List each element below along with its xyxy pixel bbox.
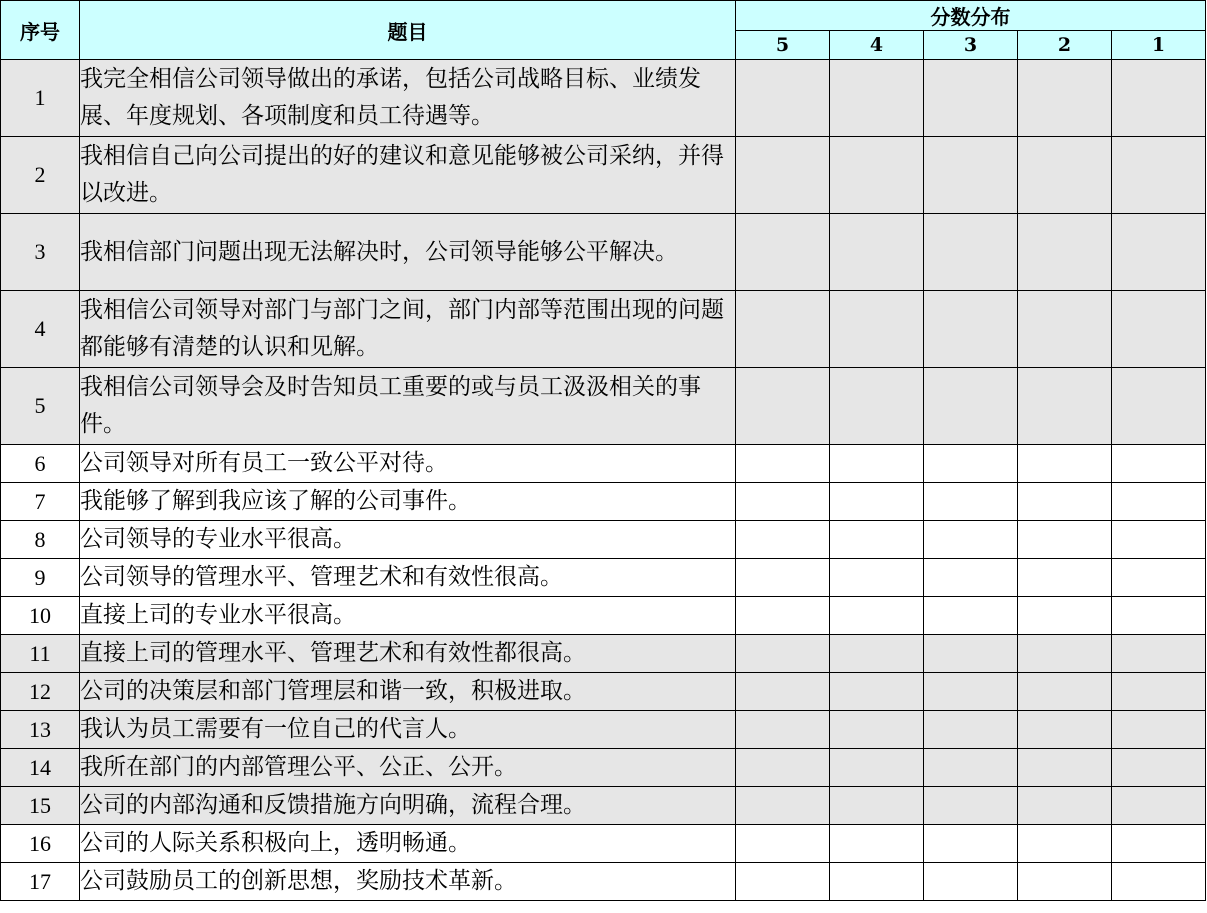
row-number: 11 bbox=[1, 635, 80, 673]
score-cell-3[interactable] bbox=[924, 445, 1018, 483]
table-row bbox=[1, 60, 1206, 137]
number-column-header: 序号 bbox=[1, 1, 80, 60]
score-cell-4[interactable] bbox=[830, 673, 924, 711]
score-cell-1[interactable] bbox=[1112, 673, 1206, 711]
score-cell-5[interactable] bbox=[736, 749, 830, 787]
score-cell-2[interactable] bbox=[1018, 673, 1112, 711]
row-number: 1 bbox=[1, 60, 80, 137]
question-text: 我完全相信公司领导做出的承诺，包括公司战略目标、业绩发展、年度规划、各项制度和员工待遇等。 bbox=[80, 60, 736, 137]
score-header-4: 4 bbox=[830, 31, 924, 60]
question-text: 我相信公司领导对部门与部门之间，部门内部等范围出现的问题都能够有清楚的认识和见解。 bbox=[80, 291, 736, 368]
question-text: 我认为员工需要有一位自己的代言人。 bbox=[80, 711, 736, 749]
table-row bbox=[1, 214, 1206, 291]
table-header bbox=[1, 1, 1206, 60]
score-cell-5[interactable] bbox=[736, 137, 830, 214]
score-cell-3[interactable] bbox=[924, 483, 1018, 521]
score-cell-5[interactable] bbox=[736, 60, 830, 137]
score-cell-4[interactable] bbox=[830, 711, 924, 749]
score-cell-5[interactable] bbox=[736, 483, 830, 521]
table-row bbox=[1, 825, 1206, 863]
question-text: 公司领导的专业水平很高。 bbox=[80, 521, 736, 559]
row-number: 5 bbox=[1, 368, 80, 445]
score-cell-3[interactable] bbox=[924, 137, 1018, 214]
score-cell-2[interactable] bbox=[1018, 787, 1112, 825]
score-cell-2[interactable] bbox=[1018, 863, 1112, 901]
score-cell-1[interactable] bbox=[1112, 597, 1206, 635]
row-number: 15 bbox=[1, 787, 80, 825]
score-header-2: 2 bbox=[1018, 31, 1112, 60]
score-cell-1[interactable] bbox=[1112, 521, 1206, 559]
score-cell-3[interactable] bbox=[924, 559, 1018, 597]
table-row bbox=[1, 863, 1206, 901]
score-cell-2[interactable] bbox=[1018, 597, 1112, 635]
row-number: 14 bbox=[1, 749, 80, 787]
score-cell-4[interactable] bbox=[830, 635, 924, 673]
score-cell-4[interactable] bbox=[830, 597, 924, 635]
table-row bbox=[1, 787, 1206, 825]
score-cell-5[interactable] bbox=[736, 521, 830, 559]
row-number: 2 bbox=[1, 137, 80, 214]
score-cell-3[interactable] bbox=[924, 635, 1018, 673]
score-cell-2[interactable] bbox=[1018, 749, 1112, 787]
score-cell-4[interactable] bbox=[830, 483, 924, 521]
table-row bbox=[1, 559, 1206, 597]
score-cell-4[interactable] bbox=[830, 559, 924, 597]
row-number: 6 bbox=[1, 445, 80, 483]
score-cell-5[interactable] bbox=[736, 559, 830, 597]
score-cell-2[interactable] bbox=[1018, 825, 1112, 863]
table-row bbox=[1, 711, 1206, 749]
score-cell-1[interactable] bbox=[1112, 825, 1206, 863]
question-text: 直接上司的专业水平很高。 bbox=[80, 597, 736, 635]
score-cell-5[interactable] bbox=[736, 368, 830, 445]
score-cell-5[interactable] bbox=[736, 673, 830, 711]
score-cell-5[interactable] bbox=[736, 214, 830, 291]
table-row bbox=[1, 368, 1206, 445]
table-row bbox=[1, 749, 1206, 787]
row-number: 10 bbox=[1, 597, 80, 635]
table-row bbox=[1, 445, 1206, 483]
score-cell-4[interactable] bbox=[830, 137, 924, 214]
score-cell-3[interactable] bbox=[924, 214, 1018, 291]
row-number: 3 bbox=[1, 214, 80, 291]
score-cell-1[interactable] bbox=[1112, 749, 1206, 787]
score-cell-2[interactable] bbox=[1018, 368, 1112, 445]
score-cell-5[interactable] bbox=[736, 787, 830, 825]
score-cell-1[interactable] bbox=[1112, 137, 1206, 214]
question-text: 我相信自己向公司提出的好的建议和意见能够被公司采纳，并得以改进。 bbox=[80, 137, 736, 214]
question-column-header: 题目 bbox=[80, 1, 736, 60]
score-cell-4[interactable] bbox=[830, 863, 924, 901]
score-cell-4[interactable] bbox=[830, 60, 924, 137]
score-cell-3[interactable] bbox=[924, 863, 1018, 901]
score-cell-4[interactable] bbox=[830, 214, 924, 291]
score-cell-3[interactable] bbox=[924, 60, 1018, 137]
score-cell-2[interactable] bbox=[1018, 635, 1112, 673]
score-cell-1[interactable] bbox=[1112, 635, 1206, 673]
question-text: 我相信部门问题出现无法解决时，公司领导能够公平解决。 bbox=[80, 214, 736, 291]
score-cell-3[interactable] bbox=[924, 521, 1018, 559]
score-cell-1[interactable] bbox=[1112, 787, 1206, 825]
score-cell-3[interactable] bbox=[924, 597, 1018, 635]
score-cell-1[interactable] bbox=[1112, 445, 1206, 483]
score-cell-4[interactable] bbox=[830, 749, 924, 787]
question-text: 我能够了解到我应该了解的公司事件。 bbox=[80, 483, 736, 521]
score-cell-2[interactable] bbox=[1018, 214, 1112, 291]
table-row bbox=[1, 483, 1206, 521]
score-header-5: 5 bbox=[736, 31, 830, 60]
score-cell-1[interactable] bbox=[1112, 711, 1206, 749]
question-text: 公司的决策层和部门管理层和谐一致，积极进取。 bbox=[80, 673, 736, 711]
row-number: 8 bbox=[1, 521, 80, 559]
score-cell-2[interactable] bbox=[1018, 60, 1112, 137]
score-cell-4[interactable] bbox=[830, 521, 924, 559]
row-number: 9 bbox=[1, 559, 80, 597]
question-text: 我相信公司领导会及时告知员工重要的或与员工汲汲相关的事件。 bbox=[80, 368, 736, 445]
score-cell-4[interactable] bbox=[830, 445, 924, 483]
score-cell-2[interactable] bbox=[1018, 521, 1112, 559]
score-cell-3[interactable] bbox=[924, 673, 1018, 711]
score-cell-4[interactable] bbox=[830, 368, 924, 445]
score-cell-5[interactable] bbox=[736, 635, 830, 673]
score-cell-1[interactable] bbox=[1112, 368, 1206, 445]
score-cell-1[interactable] bbox=[1112, 60, 1206, 137]
question-text: 公司的内部沟通和反馈措施方向明确，流程合理。 bbox=[80, 787, 736, 825]
score-cell-2[interactable] bbox=[1018, 291, 1112, 368]
question-text: 公司的人际关系积极向上，透明畅通。 bbox=[80, 825, 736, 863]
score-header-1: 1 bbox=[1112, 31, 1206, 60]
table-row bbox=[1, 291, 1206, 368]
score-cell-5[interactable] bbox=[736, 863, 830, 901]
score-header-3: 3 bbox=[924, 31, 1018, 60]
row-number: 4 bbox=[1, 291, 80, 368]
score-cell-2[interactable] bbox=[1018, 559, 1112, 597]
score-cell-2[interactable] bbox=[1018, 137, 1112, 214]
score-cell-3[interactable] bbox=[924, 291, 1018, 368]
question-text: 公司领导的管理水平、管理艺术和有效性很高。 bbox=[80, 559, 736, 597]
score-cell-3[interactable] bbox=[924, 787, 1018, 825]
table-row bbox=[1, 521, 1206, 559]
score-group-header: 分数分布 bbox=[736, 1, 1206, 31]
row-number: 16 bbox=[1, 825, 80, 863]
score-cell-3[interactable] bbox=[924, 749, 1018, 787]
score-cell-1[interactable] bbox=[1112, 559, 1206, 597]
score-cell-1[interactable] bbox=[1112, 863, 1206, 901]
table-row bbox=[1, 673, 1206, 711]
score-cell-4[interactable] bbox=[830, 825, 924, 863]
score-cell-1[interactable] bbox=[1112, 483, 1206, 521]
score-cell-5[interactable] bbox=[736, 291, 830, 368]
row-number: 7 bbox=[1, 483, 80, 521]
table-row bbox=[1, 597, 1206, 635]
score-cell-5[interactable] bbox=[736, 597, 830, 635]
table-row bbox=[1, 635, 1206, 673]
score-cell-4[interactable] bbox=[830, 291, 924, 368]
score-cell-2[interactable] bbox=[1018, 711, 1112, 749]
score-cell-1[interactable] bbox=[1112, 291, 1206, 368]
score-cell-5[interactable] bbox=[736, 825, 830, 863]
question-text: 我所在部门的内部管理公平、公正、公开。 bbox=[80, 749, 736, 787]
row-number: 13 bbox=[1, 711, 80, 749]
row-number: 12 bbox=[1, 673, 80, 711]
score-cell-5[interactable] bbox=[736, 445, 830, 483]
score-cell-3[interactable] bbox=[924, 711, 1018, 749]
score-cell-2[interactable] bbox=[1018, 483, 1112, 521]
table-row bbox=[1, 137, 1206, 214]
question-text: 直接上司的管理水平、管理艺术和有效性都很高。 bbox=[80, 635, 736, 673]
table-body bbox=[1, 60, 1206, 901]
score-cell-2[interactable] bbox=[1018, 445, 1112, 483]
score-cell-3[interactable] bbox=[924, 825, 1018, 863]
score-cell-1[interactable] bbox=[1112, 214, 1206, 291]
score-cell-4[interactable] bbox=[830, 787, 924, 825]
score-cell-3[interactable] bbox=[924, 368, 1018, 445]
score-cell-5[interactable] bbox=[736, 711, 830, 749]
question-text: 公司鼓励员工的创新思想，奖励技术革新。 bbox=[80, 863, 736, 901]
row-number: 17 bbox=[1, 863, 80, 901]
question-text: 公司领导对所有员工一致公平对待。 bbox=[80, 445, 736, 483]
